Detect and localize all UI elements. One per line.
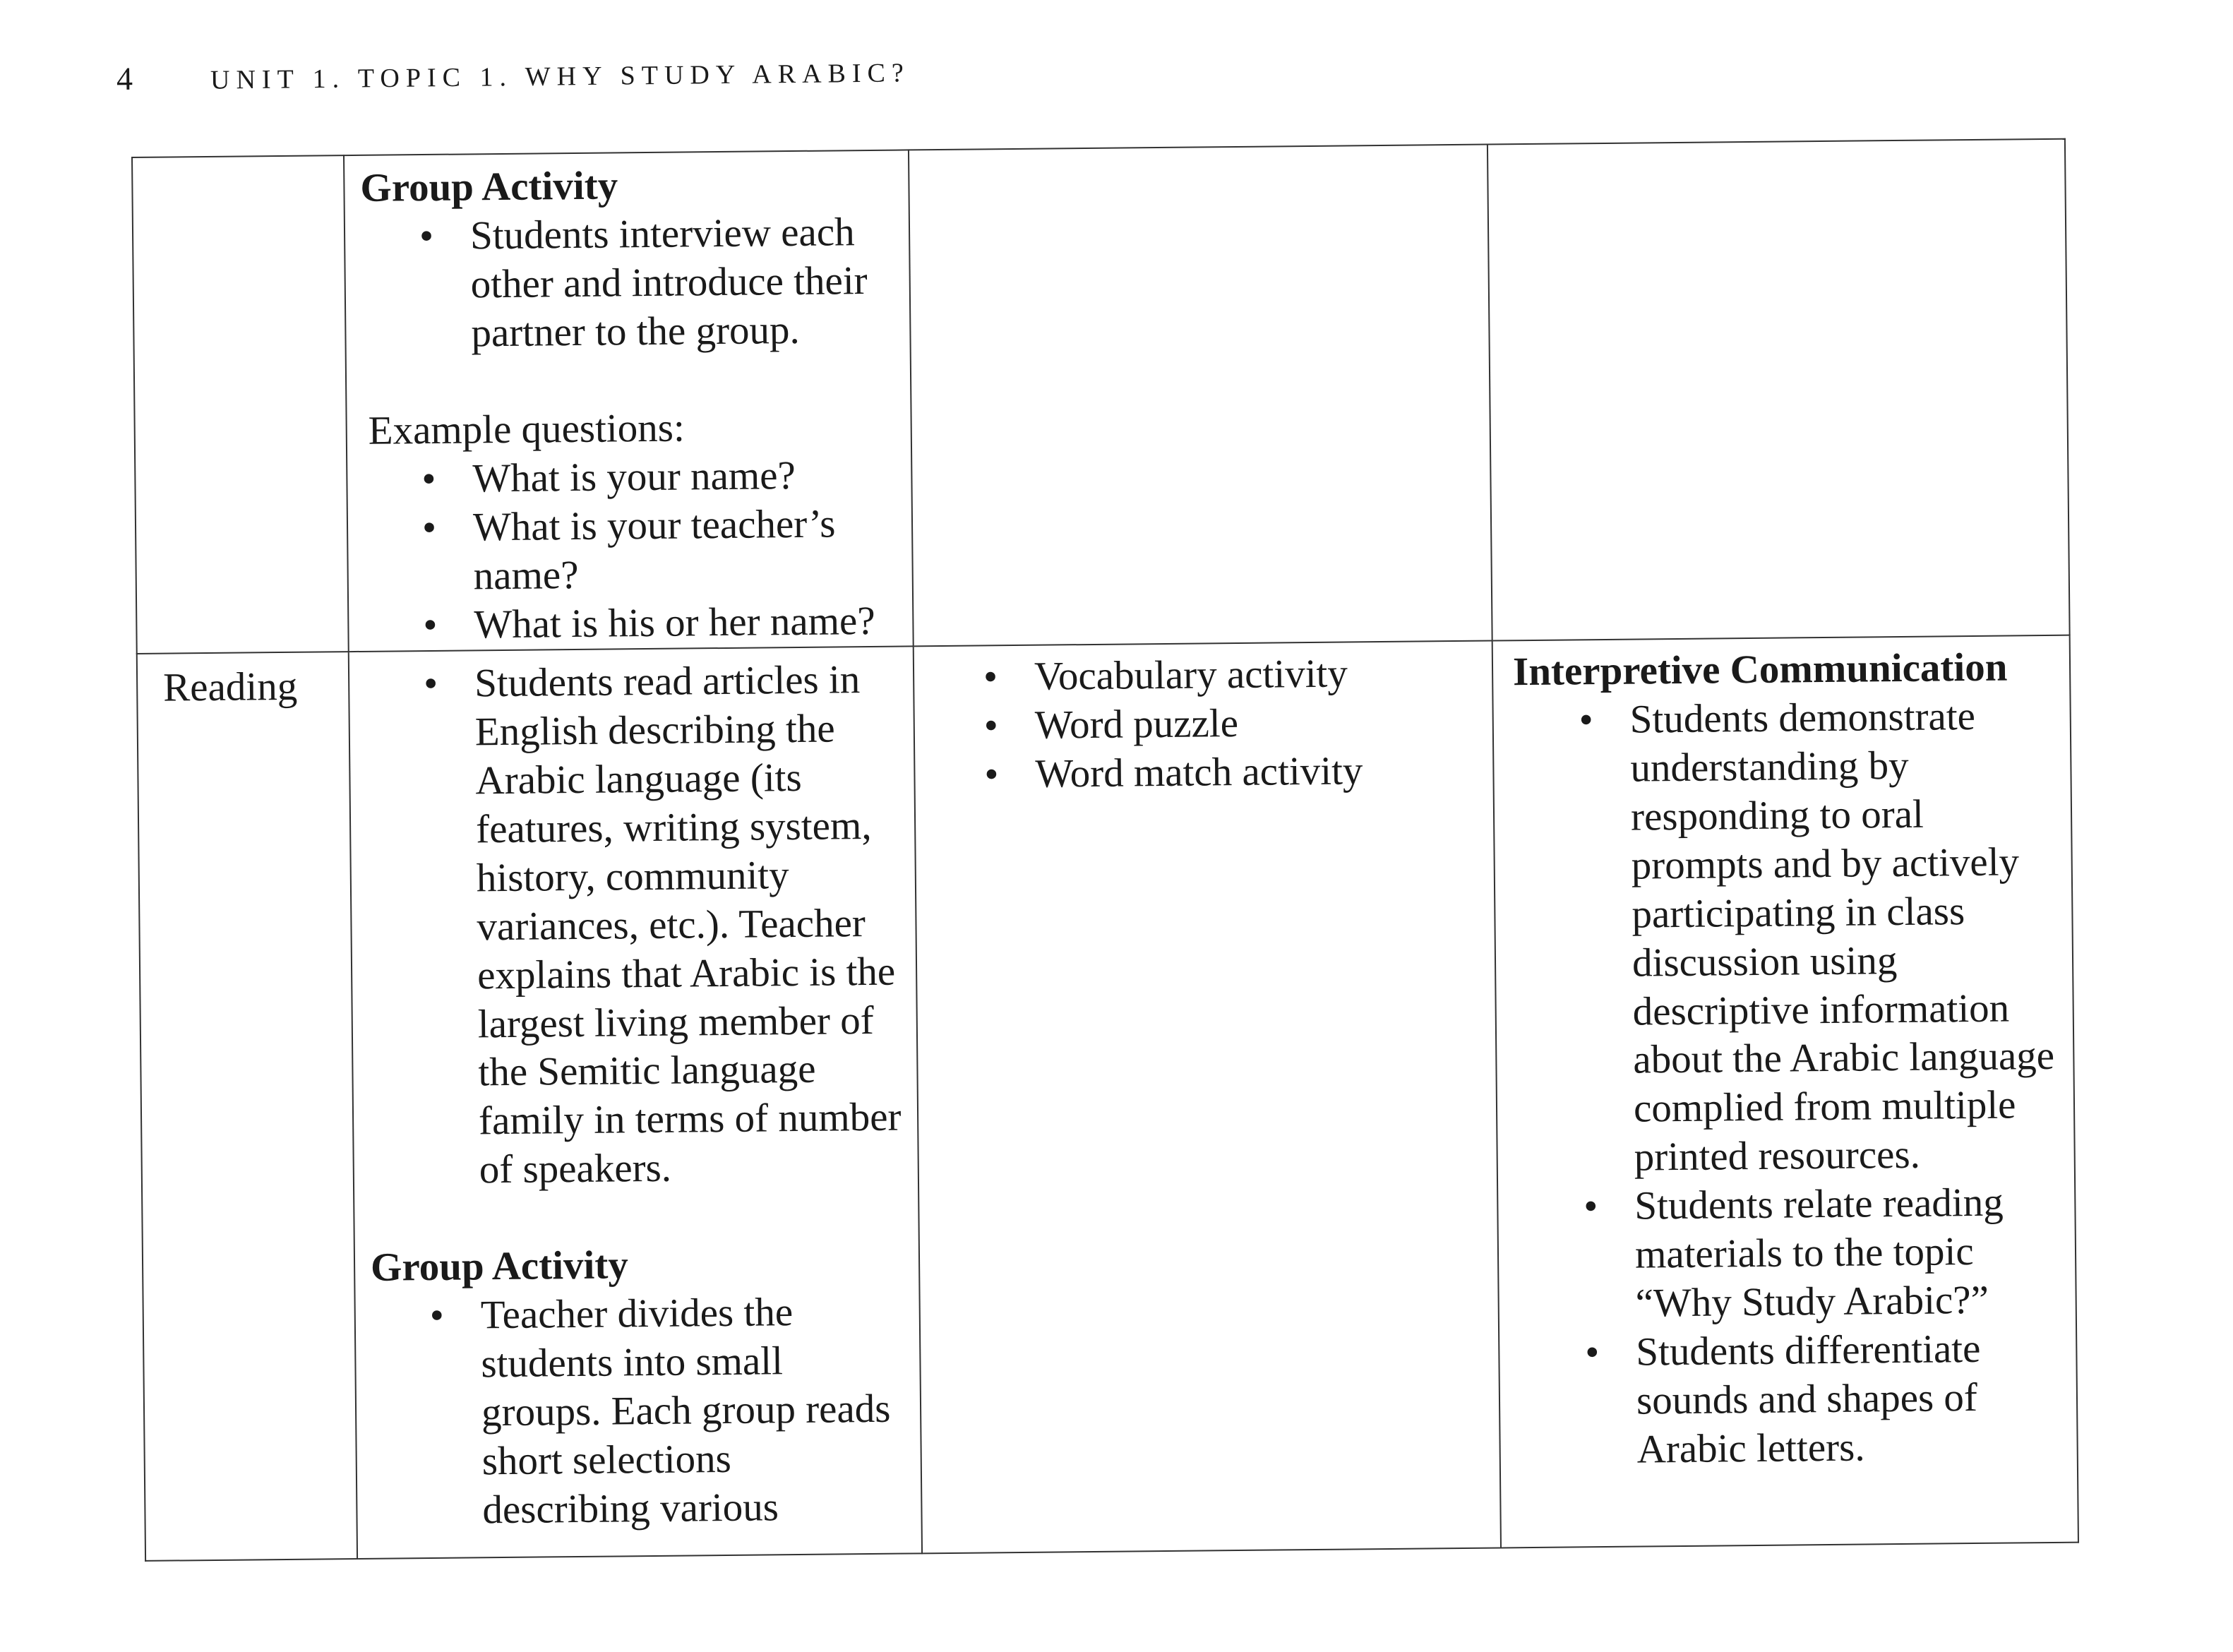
activities-cell	[349, 646, 922, 1559]
list-item: • What is your teacher’s name?	[473, 499, 897, 601]
group-activity-heading: Group Activity	[370, 1243, 629, 1291]
group-activity-heading: Group Activity	[360, 163, 618, 210]
list-item: • What is his or her name?	[474, 597, 897, 650]
skill-label	[133, 156, 343, 168]
list-item: • Students interview each other and introduce their partner to the group.	[470, 208, 894, 359]
list-item: • Vocabulary activity	[1034, 648, 1492, 701]
example-questions-list	[363, 450, 897, 650]
interpretive-communication-heading: Interpretive Communication	[1512, 645, 2008, 694]
list-item: • Students relate reading materials to the topic “Why Study Arabic?”	[1634, 1178, 2061, 1329]
materials-list	[914, 648, 1493, 800]
assessment-cell	[1487, 139, 2070, 641]
list-item: • Word match activity	[1035, 746, 1493, 798]
lesson-table-container	[131, 138, 2078, 1555]
skill-cell	[132, 155, 349, 654]
activities-cell	[344, 150, 914, 651]
list-item: • Students differentiate sounds and shapes of Arabic letters.	[1636, 1324, 2063, 1475]
materials-cell	[909, 145, 1492, 647]
list-item: • Teacher divides the students into small groups. Each group reads short selections describing various	[480, 1288, 905, 1536]
skill-cell	[137, 652, 357, 1561]
list-item: • Word puzzle	[1034, 697, 1492, 750]
assessment-cell	[1492, 635, 2078, 1548]
list-item: • Students read articles in English describing the Arabic language (its features, writing system, history, community variances, etc.). Teacher explains that Arabic is the largest living member of the Semitic language family in terms of number of speakers.	[474, 655, 902, 1195]
materials-cell	[914, 640, 1501, 1553]
lesson-table	[131, 138, 2079, 1562]
page-header	[116, 52, 910, 97]
list-item: • Students demonstrate understanding by responding to oral prompts and by actively participating in class discussion using descriptive information about the Arabic language complied from multiple printed resources.	[1629, 692, 2060, 1183]
list-item: • What is your name?	[472, 450, 896, 503]
running-head: UNIT 1. TOPIC 1. WHY STUDY ARABIC?	[210, 58, 910, 95]
page-number: 4	[116, 60, 133, 97]
table-row	[132, 139, 2070, 654]
assessment-list	[1513, 692, 2063, 1476]
skill-label: Reading	[162, 664, 298, 710]
group-activity-list	[371, 1288, 905, 1536]
activity-list	[365, 655, 902, 1196]
example-questions-label: Example questions:	[368, 405, 686, 453]
table-row	[137, 635, 2078, 1560]
activity-list	[361, 208, 894, 359]
